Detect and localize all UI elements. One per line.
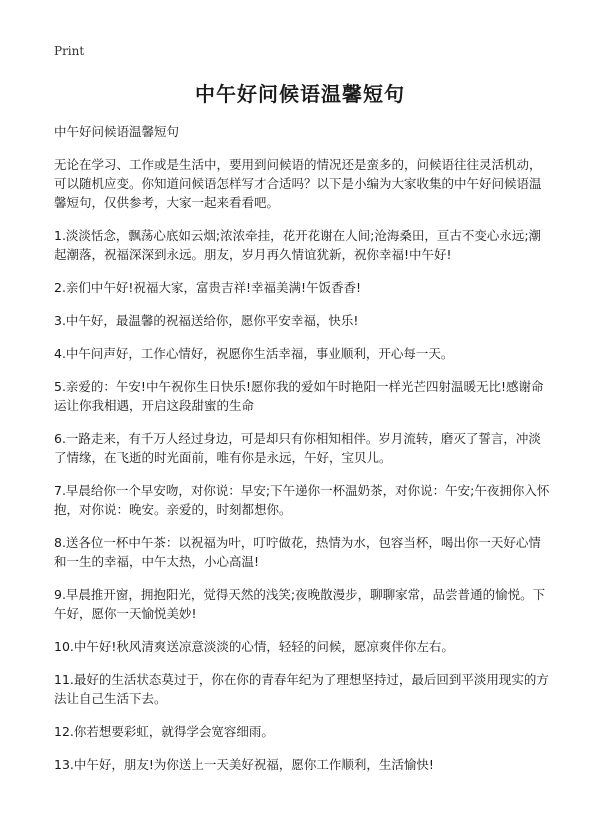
list-item: 9.早晨推开窗，拥抱阳光，觉得天然的浅笑;夜晚散漫步，聊聊家常，品尝普通的愉悦。下午好，愿你一天愉悦美妙!	[54, 587, 546, 621]
list-item: 2.亲们中午好!祝福大家，富贵吉祥!幸福美满!午饭香香!	[54, 280, 361, 295]
list-item: 13.中午好，朋友!为你送上一天美好祝福，愿你工作顺利，生活愉快!	[54, 757, 434, 772]
list-item: 5.亲爱的：午安!中午祝你生日快乐!愿你我的爱如午时艳阳一样光芒四射温暖无比!感谢命运让你我相遇，开启这段甜蜜的生命	[54, 379, 544, 413]
list-item: 8.送各位一杯中午茶：以祝福为叶，叮咛做花，热情为水，包容当杯，喝出你一天好心情和一生的幸福，中午太热，小心高温!	[54, 535, 541, 569]
list-item: 1.淡淡恬念，飘荡心底如云烟;浓浓牵挂，花开花谢在人间;沧海桑田，亘古不变心永远;潮起潮落，祝福深深到永远。朋友，岁月再久情谊犹新，祝你幸福!中午好!	[54, 228, 542, 262]
article-body	[54, 122, 550, 788]
list-item: 10.中午好!秋风清爽送凉意淡淡的心情，轻轻的问候，愿凉爽伴你左右。	[54, 639, 454, 654]
intro-paragraph: 无论在学习、工作或是生活中，要用到问候语的情况还是蛮多的，问候语往往灵活机动，可以随机应变。你知道问候语怎样写才合适吗？以下是小编为大家收集的中午好问候语温馨短句，仅供参考，大家一起来看看吧。	[54, 157, 542, 210]
page-title: 中午好问候语温馨短句	[195, 82, 405, 106]
print-link[interactable]: Print	[54, 44, 85, 58]
list-item: 3.中午好，最温馨的祝福送给你，愿你平安幸福，快乐!	[54, 313, 359, 328]
article-subtitle: 中午好问候语温馨短句	[54, 124, 180, 139]
list-item: 7.早晨给你一个早安吻，对你说：早安;下午递你一杯温奶茶，对你说：午安;午夜拥你入怀抱，对你说：晚安。亲爱的，时刻都想你。	[54, 483, 550, 517]
list-item: 4.中午问声好，工作心情好，祝愿你生活幸福，事业顺利，开心每一天。	[54, 346, 454, 361]
list-item: 6.一路走来，有千万人经过身边，可是却只有你相知相伴。岁月流转，磨灭了誓言，冲淡了情缘，在飞逝的时光面前，唯有你是永远，午好，宝贝儿。	[54, 431, 541, 465]
list-item: 12.你若想要彩虹，就得学会宽容细雨。	[54, 724, 274, 739]
list-item: 11.最好的生活状态莫过于，你在你的青春年纪为了理想坚持过，最后回到平淡用现实的方法让自己生活下去。	[54, 672, 549, 706]
